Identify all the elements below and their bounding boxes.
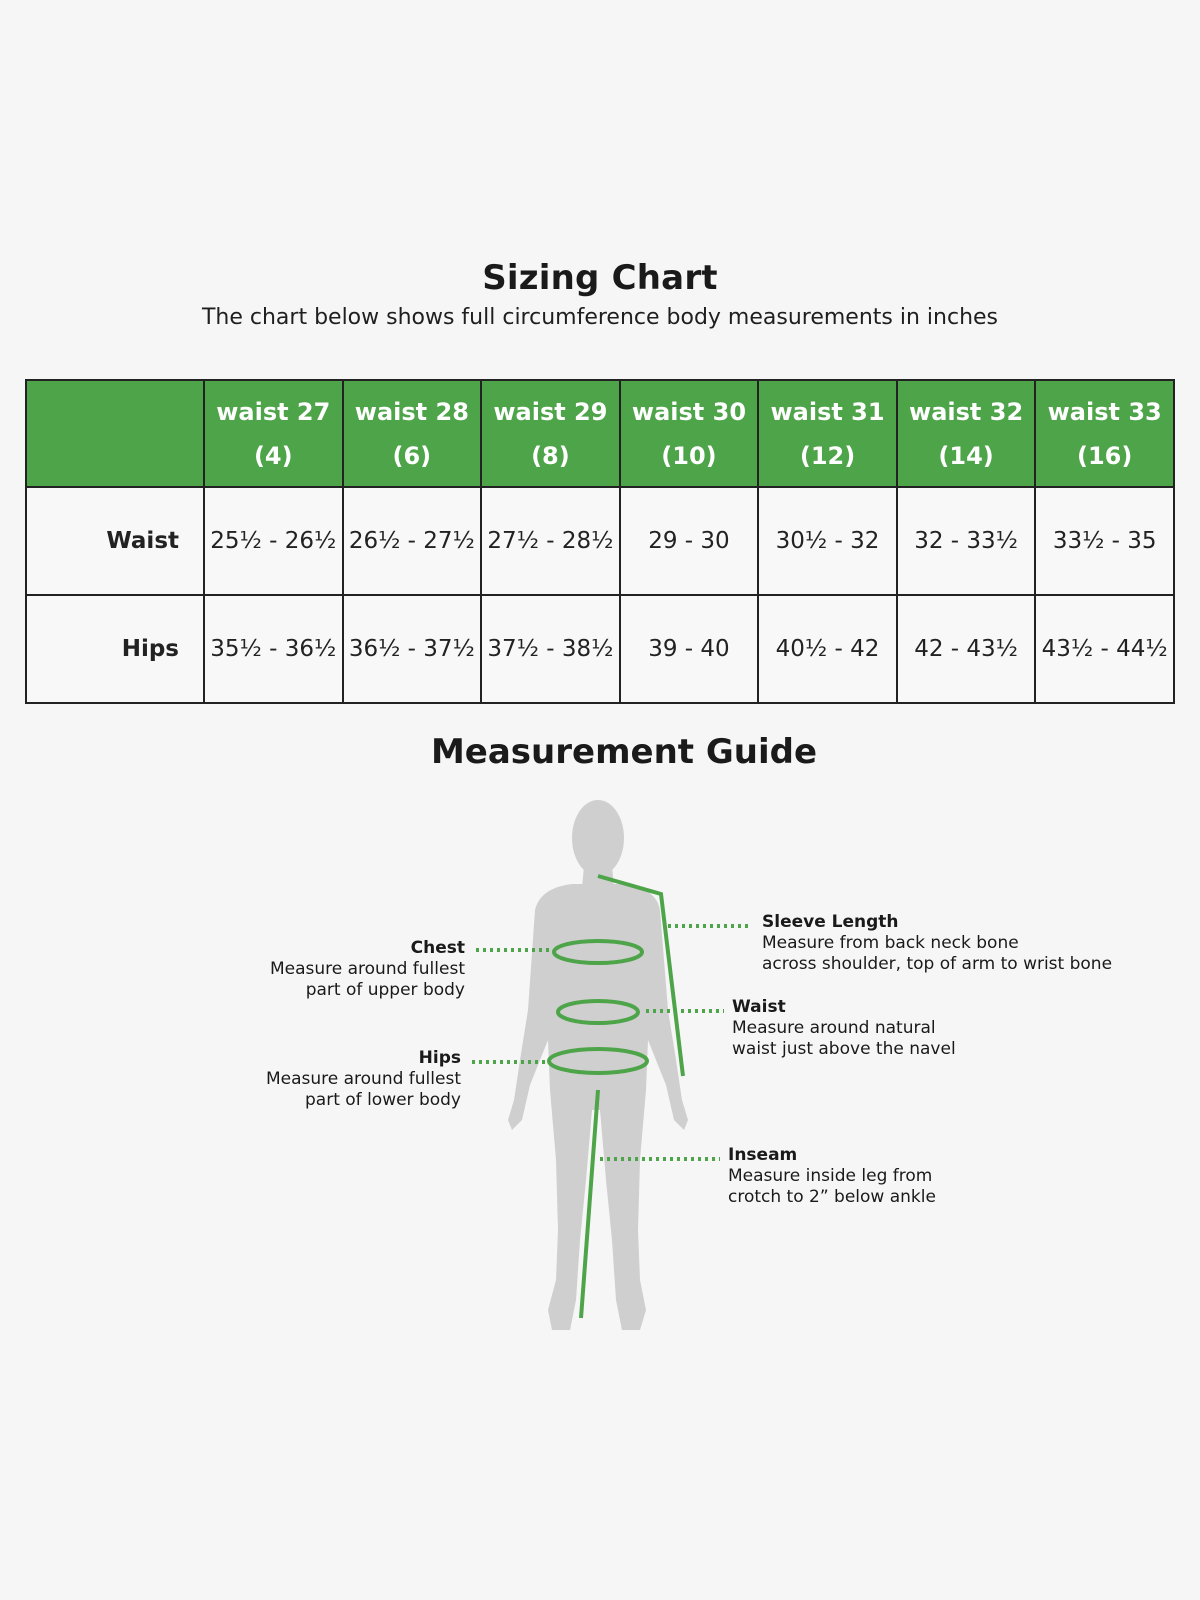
column-header-size: waist 31 [770,397,885,426]
column-header-size: waist 29 [493,397,608,426]
table-cell: 32 - 33½ [897,487,1036,595]
table-cell: 30½ - 32 [758,487,897,595]
table-cell: 40½ - 42 [758,595,897,703]
waist-line-2: waist just above the navel [732,1039,956,1059]
table-cell: 33½ - 35 [1035,487,1174,595]
chest-callout [270,938,465,1001]
body-silhouette [508,800,688,1330]
chest-line-1: Measure around fullest [269,959,465,979]
table-cell: 43½ - 44½ [1035,595,1174,703]
table-cell: 39 - 40 [620,595,759,703]
measurement-guide-title: Measurement Guide [430,732,818,772]
table-cell: 26½ - 27½ [343,487,482,595]
hips-line-1: Measure around fullest [265,1069,461,1089]
column-header-size: waist 32 [909,397,1024,426]
column-header-size: waist 33 [1047,397,1162,426]
column-header-number: (12) [799,441,856,470]
chest-heading: Chest [410,938,465,958]
table-cell: 27½ - 28½ [481,487,620,595]
column-header-size: waist 28 [354,397,469,426]
column-header-number: (16) [1077,441,1133,470]
inseam-line-1: Measure inside leg from [728,1166,933,1186]
hips-line-2: part of lower body [305,1090,461,1110]
column-header-number: (14) [938,441,994,470]
sleeve-callout [762,912,1112,975]
sleeve-heading: Sleeve Length [762,912,899,932]
inseam-callout [728,1145,936,1208]
page-title: Sizing Chart [482,258,718,298]
column-header-number: (4) [253,441,293,470]
column-header-number: (6) [392,441,432,470]
chest-line-2: part of upper body [305,980,465,1000]
waist-callout [732,997,956,1060]
hips-callout [266,1048,461,1111]
row-label-waist: Waist [26,487,204,595]
sleeve-line-2: across shoulder, top of arm to wrist bone [762,954,1113,974]
page-subtitle: The chart below shows full circumference body measurements in inches [201,305,999,330]
table-cell: 42 - 43½ [897,595,1036,703]
table-cell: 35½ - 36½ [204,595,343,703]
column-header-number: (8) [531,441,570,470]
column-header-size: waist 27 [216,397,331,426]
column-header-number: (10) [661,441,717,470]
table-cell: 25½ - 26½ [204,487,343,595]
inseam-heading: Inseam [728,1145,798,1165]
table-cell: 37½ - 38½ [481,595,620,703]
table-cell: 36½ - 37½ [343,595,482,703]
column-header-size: waist 30 [631,397,747,426]
row-label-hips: Hips [26,595,204,703]
inseam-line-2: crotch to 2” below ankle [728,1187,936,1207]
hips-heading: Hips [418,1048,461,1068]
sleeve-line-1: Measure from back neck bone [762,933,1019,953]
table-cell: 29 - 30 [620,487,759,595]
head-shape [572,800,624,876]
waist-line-1: Measure around natural [732,1018,936,1038]
waist-heading: Waist [732,997,786,1017]
